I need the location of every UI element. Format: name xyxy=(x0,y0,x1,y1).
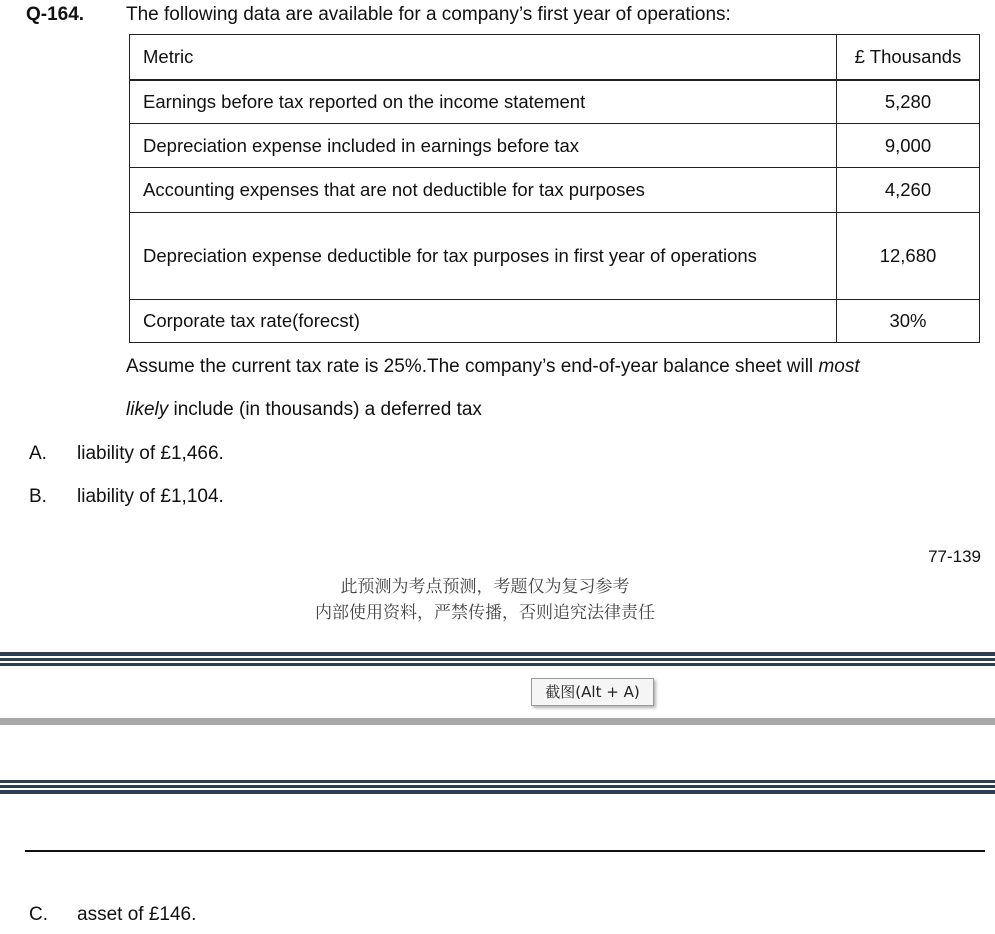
row-value: 9,000 xyxy=(837,124,980,168)
table-row xyxy=(130,300,980,343)
page-number: 77-139 xyxy=(928,547,981,566)
table-row xyxy=(130,213,980,300)
row-value: 12,680 xyxy=(837,213,980,300)
option-b-letter: B. xyxy=(29,486,47,507)
option-a-text: liability of £1,466. xyxy=(77,443,224,464)
row-value: 5,280 xyxy=(837,80,980,124)
row-metric: Depreciation expense included in earnings before tax xyxy=(130,124,837,168)
row-metric: Depreciation expense deductible for tax purposes in first year of operations xyxy=(130,213,837,300)
question-number: Q-164. xyxy=(26,4,85,25)
row-metric: Earnings before tax reported on the income statement xyxy=(130,80,837,124)
table-header-row xyxy=(130,35,980,80)
table-row xyxy=(130,80,980,124)
header-metric: Metric xyxy=(130,35,837,80)
notice-line-2: 内部使用资料，严禁传播，否则追究法律责任 xyxy=(315,603,655,623)
question-prompt-line2 xyxy=(126,399,482,421)
question-prompt-line1 xyxy=(126,356,860,378)
notice-line-1: 此预测为考点预测，考题仅为复习参考 xyxy=(340,577,630,597)
question-stem: The following data are available for a company’s first year of operations: xyxy=(126,4,731,25)
gray-divider xyxy=(0,718,995,725)
option-a-letter: A. xyxy=(29,443,47,464)
data-table xyxy=(129,34,980,343)
option-c-letter: C. xyxy=(29,904,48,925)
row-value: 30% xyxy=(837,300,980,343)
row-value: 4,260 xyxy=(837,168,980,213)
prompt-text: include (in thousands) a deferred tax xyxy=(168,399,482,420)
row-metric: Corporate tax rate(forecst) xyxy=(130,300,837,343)
row-metric: Accounting expenses that are not deductible for tax purposes xyxy=(130,168,837,213)
table-row xyxy=(130,168,980,213)
option-c-text: asset of £146. xyxy=(77,904,197,925)
prompt-emphasis: likely xyxy=(126,399,169,420)
option-b-text: liability of £1,104. xyxy=(77,486,224,507)
page-separator-top xyxy=(0,652,995,667)
page-separator-bottom xyxy=(0,780,995,795)
screenshot-button[interactable]: 截图(Alt + A) xyxy=(531,678,654,706)
header-rule xyxy=(25,850,985,852)
table-row xyxy=(130,124,980,168)
header-unit: £ Thousands xyxy=(837,35,980,80)
prompt-emphasis: most xyxy=(818,356,860,377)
prompt-text: Assume the current tax rate is 25%.The company’s end-of-year balance sheet will xyxy=(126,356,819,377)
